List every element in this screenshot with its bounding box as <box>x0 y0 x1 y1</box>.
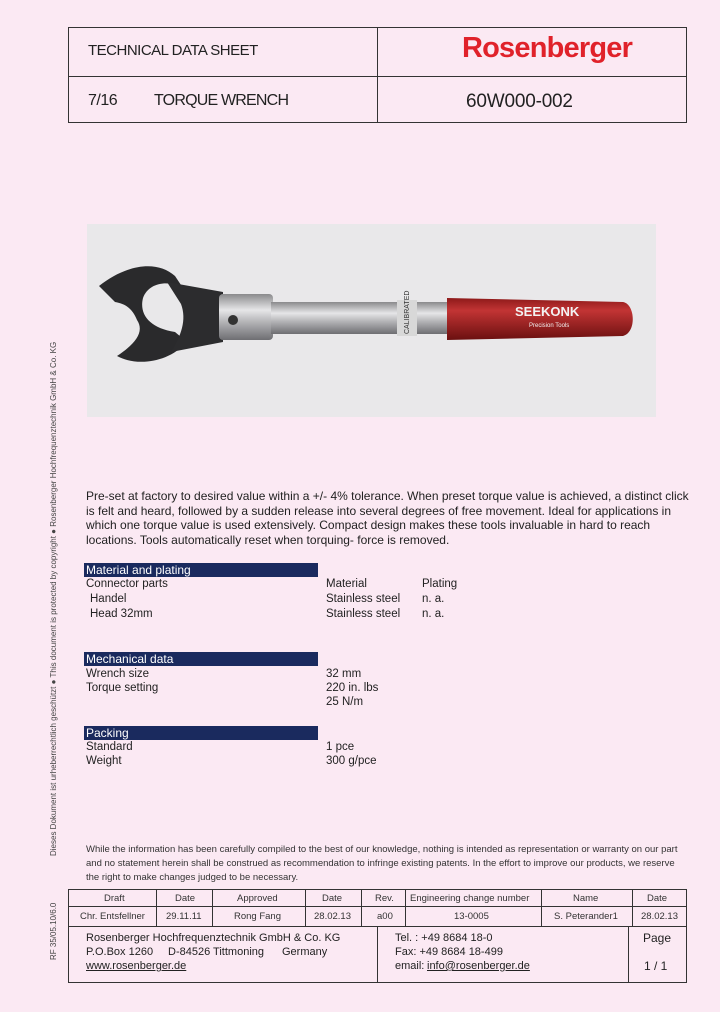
rev-header-draft: Draft <box>104 893 125 904</box>
rev-name-value: S. Peterander1 <box>554 911 618 922</box>
handle-brand-text: SEEKONK <box>515 304 580 319</box>
side-copyright: Dieses Dokument ist urheberrechtlich geschützt ● This document is protected by copyright ● Rosenberger Hochfrequenztechnik GmbH & Co. KG <box>49 341 58 856</box>
footer-tel: Tel. : +49 8684 18-0 <box>395 932 493 944</box>
packing-section-title: Packing <box>84 726 318 740</box>
rev-header-date: Date <box>647 893 668 904</box>
rev-header-rev: Rev. <box>375 893 394 904</box>
footer-col-divider <box>628 926 629 983</box>
revision-header-divider <box>68 906 687 907</box>
wrench-collar <box>219 294 273 340</box>
material-row-material: Stainless steel <box>326 608 401 620</box>
side-form-code: RF 35/05.10/6.0 <box>49 902 58 960</box>
material-row-part: Head 32mm <box>90 608 153 620</box>
torque-wrench-image <box>87 224 656 417</box>
footer-country: Germany <box>282 946 328 958</box>
shaft-label-text: CALIBRATED <box>404 290 411 334</box>
material-row-plating: n. a. <box>422 608 445 620</box>
footer-company: Rosenberger Hochfrequenztechnik GmbH & Co. KG <box>86 932 341 944</box>
material-row-material: Stainless steel <box>326 593 401 605</box>
rev-approved-value: Rong Fang <box>234 911 282 922</box>
material-col-plating: Plating <box>422 578 458 590</box>
product-name: TORQUE WRENCH <box>154 92 289 109</box>
collar-hole <box>228 315 238 325</box>
packing-weight-label: Weight <box>86 755 122 767</box>
packing-standard-label: Standard <box>86 741 133 753</box>
rev-rev-value: a00 <box>377 911 393 922</box>
rev-date-value: 28.02.13 <box>314 911 351 922</box>
footer-email-label: email: <box>395 960 425 972</box>
rev-header-ecn: Engineering change number <box>410 893 530 904</box>
header-column-divider <box>377 27 378 123</box>
rev-col-divider <box>361 889 362 926</box>
rev-col-divider <box>212 889 213 926</box>
footer-col-divider <box>377 926 378 983</box>
torque-setting-value-metric: 25 N/m <box>326 696 364 708</box>
handle-sub-text: Precision Tools <box>529 323 570 329</box>
wrench-shaft <box>271 302 451 334</box>
footer-city: D-84526 Tittmoning <box>168 946 264 958</box>
rev-header-name: Name <box>573 893 599 904</box>
footer-fax: Fax: +49 8684 18-499 <box>395 946 503 958</box>
torque-setting-value: 220 in. lbs <box>326 682 379 694</box>
packing-weight-value: 300 g/pce <box>326 755 377 767</box>
rosenberger-logo: Rosenberger <box>462 32 633 64</box>
page-label: Page <box>643 931 672 945</box>
product-description: Pre-set at factory to desired value within a +/- 4% tolerance. When preset torque value is achieved, a distinct click is felt and heard, followed by a sudden release into several degrees of free movement. Ideal for applications in which one torque value is used extensively. Compact design makes these tools invaluable in hard to reach locations. Tools automatically reset when torquing- force is removed. <box>86 489 689 547</box>
rev-col-divider <box>541 889 542 926</box>
part-number: 60W000-002 <box>466 91 573 112</box>
footer-pobox: P.O.Box 1260 <box>86 946 154 958</box>
rev-ecn-value: 13-0005 <box>454 911 489 922</box>
material-row-plating: n. a. <box>422 593 445 605</box>
wrench-size-value: 32 mm <box>326 668 362 680</box>
material-row-part: Handel <box>90 593 127 605</box>
rev-col-divider <box>405 889 406 926</box>
footer-website-link[interactable]: www.rosenberger.de <box>86 960 187 972</box>
material-col-material: Material <box>326 578 367 590</box>
doc-type-title: TECHNICAL DATA SHEET <box>88 42 258 59</box>
rev-col-divider <box>156 889 157 926</box>
torque-setting-label: Torque setting <box>86 682 159 694</box>
rev-draft-value: Chr. Entsfellner <box>80 911 145 922</box>
disclaimer-text: While the information has been carefully compiled to the best of our knowledge, nothing is intended as representation or warranty on our part and no statement herein shall be construed as recommendation to infringe existing patents. In the effort to improve our products, we reserve the right to make changes judged to be necessary. <box>86 844 678 883</box>
product-size: 7/16 <box>88 92 118 109</box>
rev-col-divider <box>632 889 633 926</box>
rev-header-date: Date <box>175 893 196 904</box>
wrench-size-label: Wrench size <box>86 668 150 680</box>
material-col-part: Connector parts <box>86 578 168 590</box>
rev-date-value: 29.11.11 <box>166 911 202 922</box>
rev-header-approved: Approved <box>237 893 278 904</box>
mechanical-section-title: Mechanical data <box>84 652 318 666</box>
rev-header-date: Date <box>322 893 343 904</box>
material-section-title: Material and plating <box>84 563 318 577</box>
product-photo <box>87 224 656 417</box>
rev-date-value: 28.02.13 <box>641 911 678 922</box>
rev-col-divider <box>305 889 306 926</box>
packing-standard-value: 1 pce <box>326 741 355 753</box>
footer-email-link[interactable]: info@rosenberger.de <box>427 960 530 972</box>
page-number: 1 / 1 <box>644 959 668 973</box>
